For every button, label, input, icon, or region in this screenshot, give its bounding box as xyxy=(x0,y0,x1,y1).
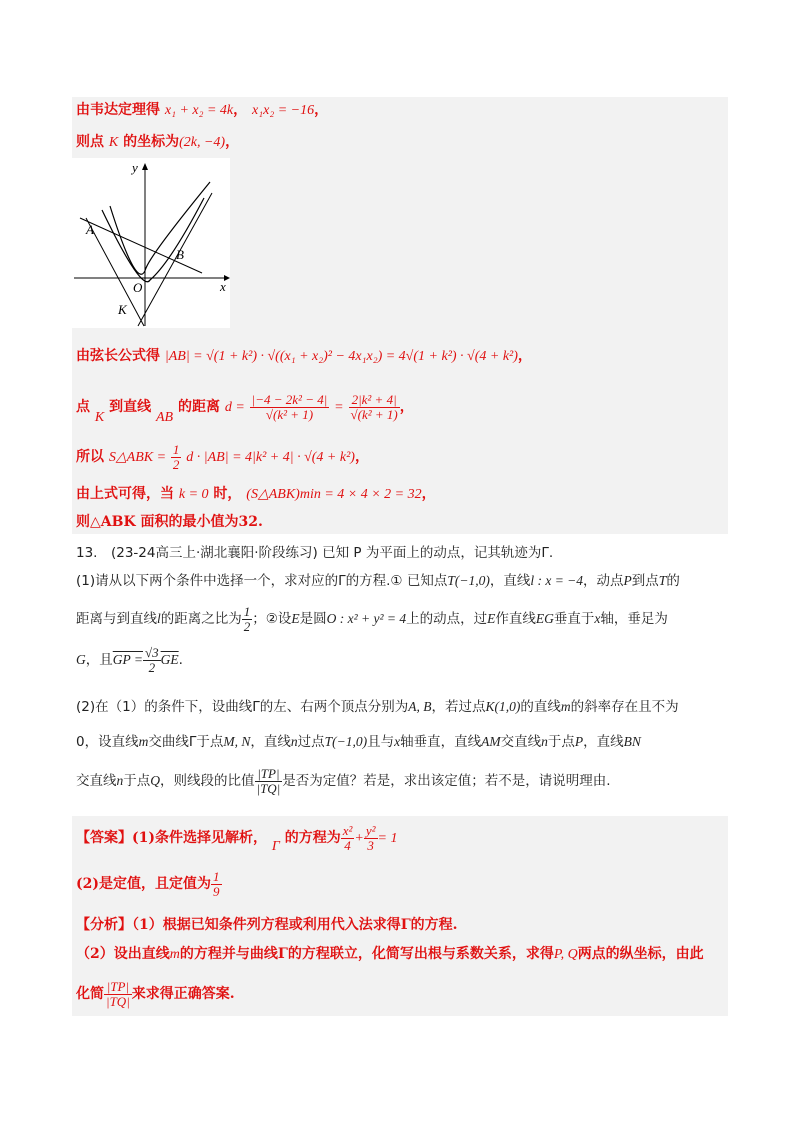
text: 于点 xyxy=(547,734,575,750)
text: ，且 xyxy=(85,652,113,668)
tangent-b xyxy=(138,193,212,326)
text: 则△ABK 面积的最小值为32. xyxy=(76,514,263,530)
text: 由弦长公式得 xyxy=(76,348,160,364)
numerator: y² xyxy=(365,822,376,838)
text: 到点 xyxy=(631,573,659,589)
formula: AM xyxy=(481,734,501,749)
text: 上的动点，过 xyxy=(406,611,488,627)
formula: K(1,0) xyxy=(485,699,521,714)
analysis-part3 xyxy=(76,976,235,1012)
question-part1-line1 xyxy=(76,571,680,591)
formula: n xyxy=(541,734,548,749)
text: 【分析】（1）根据已知条件列方程或利用代入法求得Γ的方程. xyxy=(76,917,458,933)
formula: = 1 xyxy=(377,831,398,846)
formula: m xyxy=(169,947,180,962)
question-part2-line3 xyxy=(76,763,611,799)
text: ，直线 xyxy=(489,573,531,589)
numerator: x² xyxy=(342,822,353,838)
text: 到直线 xyxy=(109,399,152,415)
formula: S△ABK = xyxy=(108,450,167,465)
text: 所以 xyxy=(76,449,104,465)
text: 时， xyxy=(213,486,242,502)
formula: Q xyxy=(150,773,160,788)
equals: = xyxy=(334,400,344,415)
text: 距离与到直线 xyxy=(76,611,157,627)
denominator: √(k² + 1) xyxy=(350,406,398,422)
formula: d · |AB| = 4|k² + 4| · √(4 + k²) xyxy=(186,450,355,465)
numerator: 1 xyxy=(243,603,251,619)
text: 且与 xyxy=(367,734,395,750)
text: 点 xyxy=(76,399,90,415)
formula: E xyxy=(291,611,300,626)
text: ，直线 xyxy=(583,734,624,750)
denominator: |TQ| xyxy=(106,993,130,1009)
formula: d = xyxy=(224,400,245,415)
text: ，动点 xyxy=(583,573,624,589)
text: 13. (23-24高三上·湖北襄阳·阶段练习) 已知 P 为平面上的动点，记其轨迹为Γ. xyxy=(76,545,554,561)
text: 轴垂直，直线 xyxy=(400,734,482,750)
text: (2)在（1）的条件下，设曲线Γ的左、右两个顶点分别为 xyxy=(76,699,409,715)
text: 的距离之比为 xyxy=(160,611,242,627)
formula: n xyxy=(116,773,124,788)
denominator: |TQ| xyxy=(256,780,281,796)
min-line: 由上式可得，当 k = 0 时， (S△ABK)min = 4 × 4 × 2 = 32， xyxy=(76,486,436,502)
formula: P, Q xyxy=(553,947,578,962)
question-part2-line1 xyxy=(76,697,679,717)
denominator: √(k² + 1) xyxy=(265,406,314,422)
question-part1-line3: G，且GP = $\frac{√3}{2}$ $\overline{GE}$. xyxy=(76,644,183,675)
label-o: O xyxy=(133,280,143,295)
question-part2-line2 xyxy=(76,732,641,752)
text: 由上式可得，当 xyxy=(76,486,174,502)
min-area-conclusion xyxy=(76,512,263,532)
formula: x₁x₂ = −16 xyxy=(252,103,315,118)
text: 的距离 xyxy=(177,399,220,415)
numerator: 1 xyxy=(213,868,220,884)
numerator: |−4 − 2k² − 4| xyxy=(251,391,328,407)
text: 的直线 xyxy=(520,699,561,715)
analysis-part1 xyxy=(76,915,458,935)
denominator: 2 xyxy=(172,456,180,472)
formula: T xyxy=(658,573,667,588)
text: 则点 xyxy=(76,134,104,150)
text: ；②设 xyxy=(252,611,292,627)
text: ，直线 xyxy=(250,734,291,750)
formula: O : x² + y² = 4 xyxy=(326,611,407,626)
ellipse-x-fraction xyxy=(341,824,355,853)
answer-part2 xyxy=(76,866,222,902)
y-axis-arrow xyxy=(142,163,148,170)
text: 交曲线Γ于点 xyxy=(148,734,224,750)
formula: Γ xyxy=(271,839,280,854)
text: （2）设出直线 xyxy=(76,946,170,962)
analysis-fraction xyxy=(104,980,132,1009)
ratio-fraction xyxy=(242,605,253,634)
text: 是否为定值？若是，求出该定值；若不是，请说明理由. xyxy=(282,773,611,789)
denominator: 2 xyxy=(148,659,156,675)
text: 的方程并与曲线Γ的方程联立，化简写出根与系数关系，求得 xyxy=(179,946,554,962)
text: 垂直于 xyxy=(553,611,595,627)
question-part1-line2 xyxy=(76,602,668,636)
sqrt3-fraction xyxy=(143,646,161,675)
distance-line: 点 K 到直线 AB 的距离 d = $\frac{\text{|−4 − 2k² − 4|}}{\text{√(k² + 1)}}$ = $\frac{\text{2|k² + 4|}}{\text{√(k² + 1)}}$ ， xyxy=(76,391,414,425)
text: (1)请从以下两个条件中选择一个，求对应的Γ的方程.① 已知点 xyxy=(76,573,448,589)
formula: G xyxy=(76,652,86,667)
label-b: B xyxy=(176,247,184,262)
parabola xyxy=(102,198,204,282)
text: 轴，垂足为 xyxy=(600,611,668,627)
formula: x xyxy=(394,734,401,749)
text: 来求得正确答案. xyxy=(131,986,235,1002)
formula: x xyxy=(594,611,601,626)
text: 由韦达定理得 xyxy=(76,102,160,118)
distance-fraction-1 xyxy=(250,393,330,422)
k-coordinate-line: 则点 K 的坐标为(2k, −4)， xyxy=(76,134,240,150)
question-13-title xyxy=(76,543,553,563)
chord-length-line: 由弦长公式得 |AB| = √(1 + k²) · √((x₁ + x₂)² − 4x₁x₂) = 4√(1 + k²) · √(4 + k²)， xyxy=(76,348,532,364)
text: 的方程为 xyxy=(284,830,341,846)
formula: k = 0 xyxy=(178,487,209,502)
denominator: 9 xyxy=(213,883,220,899)
text: (2)是定值，且定值为 xyxy=(76,876,211,892)
label-a: A xyxy=(86,222,94,237)
text: 过点 xyxy=(297,734,325,750)
formula: A, B xyxy=(408,699,432,714)
formula: E xyxy=(487,611,496,626)
tp-tq-fraction xyxy=(255,767,283,796)
formula: T(−1,0) xyxy=(324,734,368,749)
formula: (S△ABK)min = 4 × 4 × 2 = 32 xyxy=(246,487,422,502)
formula: BN xyxy=(623,734,641,749)
formula: P xyxy=(574,734,584,749)
answer-part1 xyxy=(76,820,397,857)
text: 0，设直线 xyxy=(76,734,139,750)
formula: x₁ + x₂ = 4k xyxy=(164,103,234,118)
formula: K xyxy=(108,135,119,150)
formula: l : x = −4 xyxy=(530,573,584,588)
numerator: |TP| xyxy=(104,980,132,995)
formula: $\overline{GE}$ xyxy=(160,652,179,667)
label-x: x xyxy=(220,279,226,294)
text: 的 xyxy=(666,573,680,589)
vieta-line: 由韦达定理得 x₁ + x₂ = 4k， x₁x₂ = −16， xyxy=(76,102,329,118)
text: 作直线 xyxy=(495,611,536,627)
numerator: 1 xyxy=(172,441,180,457)
ellipse-y-fraction xyxy=(364,824,378,853)
text: 的斜率存在且不为 xyxy=(570,699,679,715)
denominator: 3 xyxy=(367,837,374,853)
line-ab xyxy=(80,218,202,273)
formula: |AB| = √(1 + k²) · √((x₁ + x₂)² − 4x₁x₂) = 4√(1 + k²) · √(4 + k²) xyxy=(164,349,518,364)
area-line: 所以 S△ABK = $\frac{1}{2}$ d · |AB| = 4|k² + 4| · √(4 + k²)， xyxy=(76,441,369,472)
formula: + xyxy=(354,831,364,846)
parabola-figure xyxy=(72,158,230,328)
formula: P xyxy=(623,573,632,588)
text: ，则线段的比值 xyxy=(160,773,255,789)
formula: (2k, −4) xyxy=(179,135,226,150)
label-y: y xyxy=(132,160,138,175)
denominator: 2 xyxy=(243,618,251,634)
parabola-curve xyxy=(110,182,210,274)
text: 于点 xyxy=(123,773,151,789)
analysis-part2 xyxy=(76,944,704,965)
distance-fraction-2 xyxy=(349,393,400,422)
formula: K xyxy=(94,410,105,425)
numerator: 2|k² + 4| xyxy=(349,393,400,408)
formula: T(−1,0) xyxy=(447,573,490,588)
formula: AB xyxy=(155,410,174,425)
formula: m xyxy=(560,699,571,714)
text: 交直线 xyxy=(76,773,117,789)
half-fraction xyxy=(171,443,182,472)
text: 的坐标为 xyxy=(123,134,180,150)
text: 【答案】(1)条件选择见解析， xyxy=(76,830,267,846)
denominator: 4 xyxy=(344,837,351,853)
text: 化简 xyxy=(76,986,104,1002)
formula: M, N xyxy=(223,734,251,749)
text: 是圆 xyxy=(299,611,327,627)
formula: l xyxy=(157,611,161,626)
parabola-graph xyxy=(72,158,230,328)
formula: EG xyxy=(535,611,554,626)
numerator: |TP| xyxy=(255,767,283,782)
formula: m xyxy=(138,734,149,749)
text: 交直线 xyxy=(500,734,542,750)
formula: n xyxy=(290,734,298,749)
text: 两点的纵坐标，由此 xyxy=(577,946,704,962)
text: ，若过点 xyxy=(431,699,486,715)
answer-fraction xyxy=(211,870,222,899)
numerator: √3 xyxy=(145,644,159,660)
label-k: K xyxy=(118,302,127,317)
formula: GP = xyxy=(112,652,143,667)
